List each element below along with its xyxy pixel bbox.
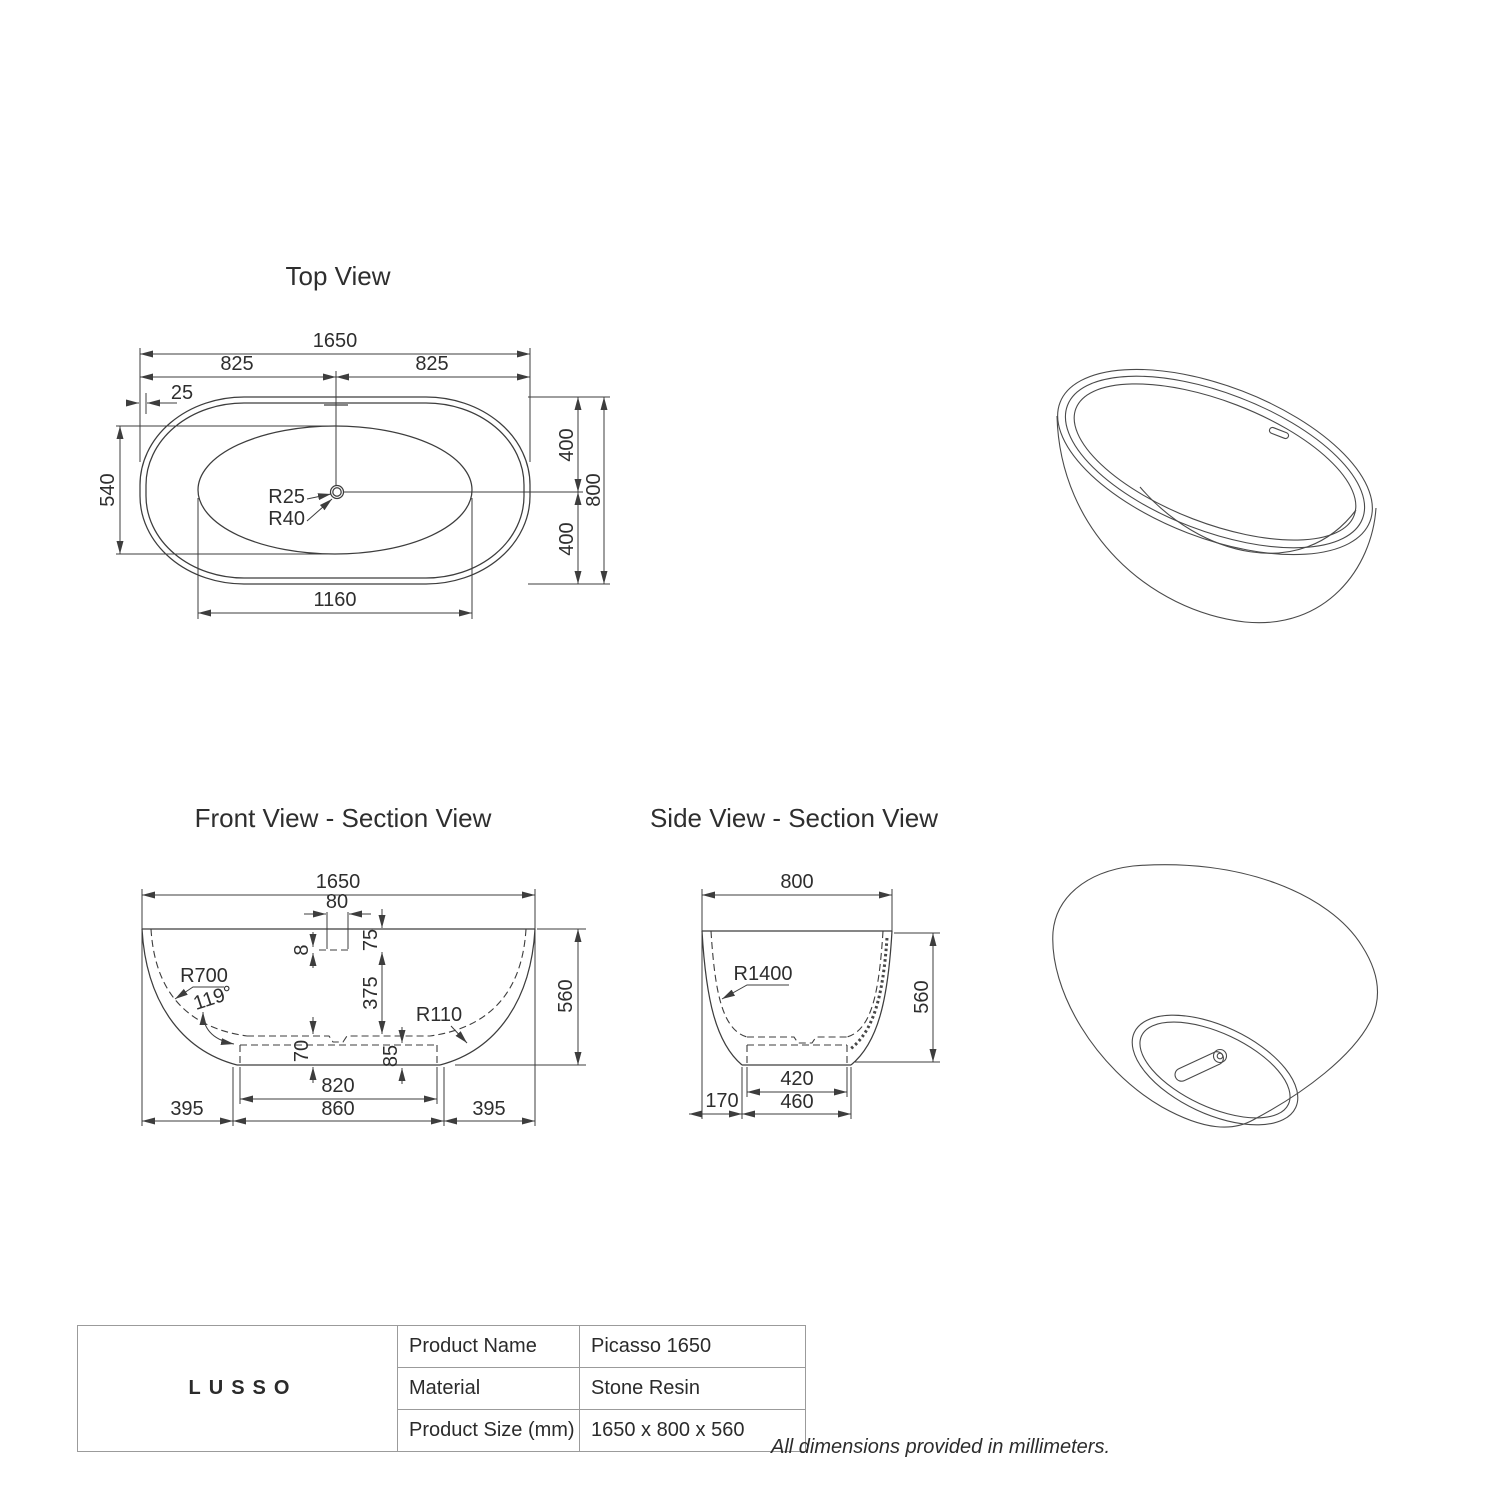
side-view-title: Side View - Section View — [649, 803, 939, 833]
dim-label-70: 70 — [291, 1039, 313, 1063]
radius-label-r1400: R1400 — [733, 963, 793, 985]
dim-label-400-upper: 400 — [556, 428, 578, 462]
spec-label-product-name: Product Name — [398, 1326, 580, 1368]
hull-silhouette — [1053, 865, 1378, 1127]
floor-hidden-line — [247, 1036, 430, 1042]
drain-icon-inner — [333, 488, 341, 496]
spec-value-material: Stone Resin — [580, 1368, 806, 1410]
dim-label-400-lower: 400 — [556, 522, 578, 556]
dim-label-800: 800 — [780, 871, 814, 893]
top-view-title: Top View — [285, 261, 391, 291]
spec-value-product-name: Picasso 1650 — [580, 1326, 806, 1368]
radius-label-r25: R25 — [268, 486, 305, 508]
brand-logo: LUSSO — [78, 1326, 398, 1452]
dim-label-820: 820 — [321, 1075, 355, 1097]
angle-label-119: 119° — [190, 981, 236, 1015]
drain-icon — [1214, 1050, 1227, 1063]
floor-hidden-line — [747, 1037, 847, 1043]
dim-label-75: 75 — [360, 928, 382, 952]
radius-label-r40: R40 — [268, 508, 305, 530]
front-view-shape — [142, 912, 535, 1068]
isometric-view-top — [1033, 332, 1397, 623]
base-outer — [1116, 993, 1315, 1148]
outer-wall-left — [702, 931, 742, 1065]
front-view-dimensions — [142, 871, 586, 1126]
dim-label-395-right: 395 — [472, 1098, 506, 1120]
side-view-dimensions — [689, 871, 940, 1119]
spec-value-product-size: 1650 x 800 x 560 — [580, 1410, 806, 1452]
dim-label-800: 800 — [583, 473, 605, 507]
front-view — [142, 803, 586, 1126]
dim-label-460: 460 — [780, 1091, 814, 1113]
front-view-title: Front View - Section View — [194, 803, 492, 833]
outer-wall-right — [440, 929, 535, 1065]
side-view — [650, 803, 940, 1119]
dim-label-395-left: 395 — [170, 1098, 204, 1120]
dim-label-1160: 1160 — [313, 589, 357, 611]
tub-rim-inner-outline — [146, 403, 524, 578]
spec-table — [77, 1325, 806, 1452]
spec-label-product-size: Product Size (mm) — [398, 1410, 580, 1452]
dim-label-80: 80 — [325, 891, 349, 913]
dim-label-825-right: 825 — [415, 353, 449, 375]
dim-label-560: 560 — [911, 980, 933, 1014]
dim-label-540: 540 — [97, 473, 119, 507]
dim-label-375: 375 — [360, 976, 382, 1010]
top-view-shape — [140, 371, 583, 584]
dim-label-85: 85 — [380, 1044, 402, 1068]
hull-silhouette — [1057, 416, 1376, 623]
dim-label-860: 860 — [321, 1098, 355, 1120]
dimensions-footnote: All dimensions provided in millimeters. — [771, 1436, 1111, 1458]
dim-label-25: 25 — [170, 382, 194, 404]
drain-icon-inner — [1217, 1053, 1223, 1059]
radius-label-r110: R110 — [415, 1004, 463, 1026]
basin-opening-outline — [198, 426, 472, 554]
inner-wall-right-hidden — [847, 931, 883, 1037]
top-view-dimensions — [97, 330, 610, 619]
dim-label-8: 8 — [291, 944, 313, 956]
dim-label-1650: 1650 — [315, 871, 361, 893]
side-view-shape — [702, 931, 892, 1065]
rim-inner — [1043, 341, 1387, 583]
radius-label-r700: R700 — [180, 965, 228, 987]
basin-opening — [1054, 352, 1376, 573]
dim-label-170: 170 — [705, 1090, 739, 1112]
dim-label-560: 560 — [555, 979, 577, 1013]
dim-label-420: 420 — [780, 1068, 814, 1090]
dim-label-1650: 1650 — [312, 330, 358, 352]
top-view — [97, 261, 610, 619]
dim-label-825-left: 825 — [220, 353, 254, 375]
isometric-view-bottom — [1053, 865, 1378, 1148]
table-row — [78, 1326, 806, 1368]
spec-label-material: Material — [398, 1368, 580, 1410]
